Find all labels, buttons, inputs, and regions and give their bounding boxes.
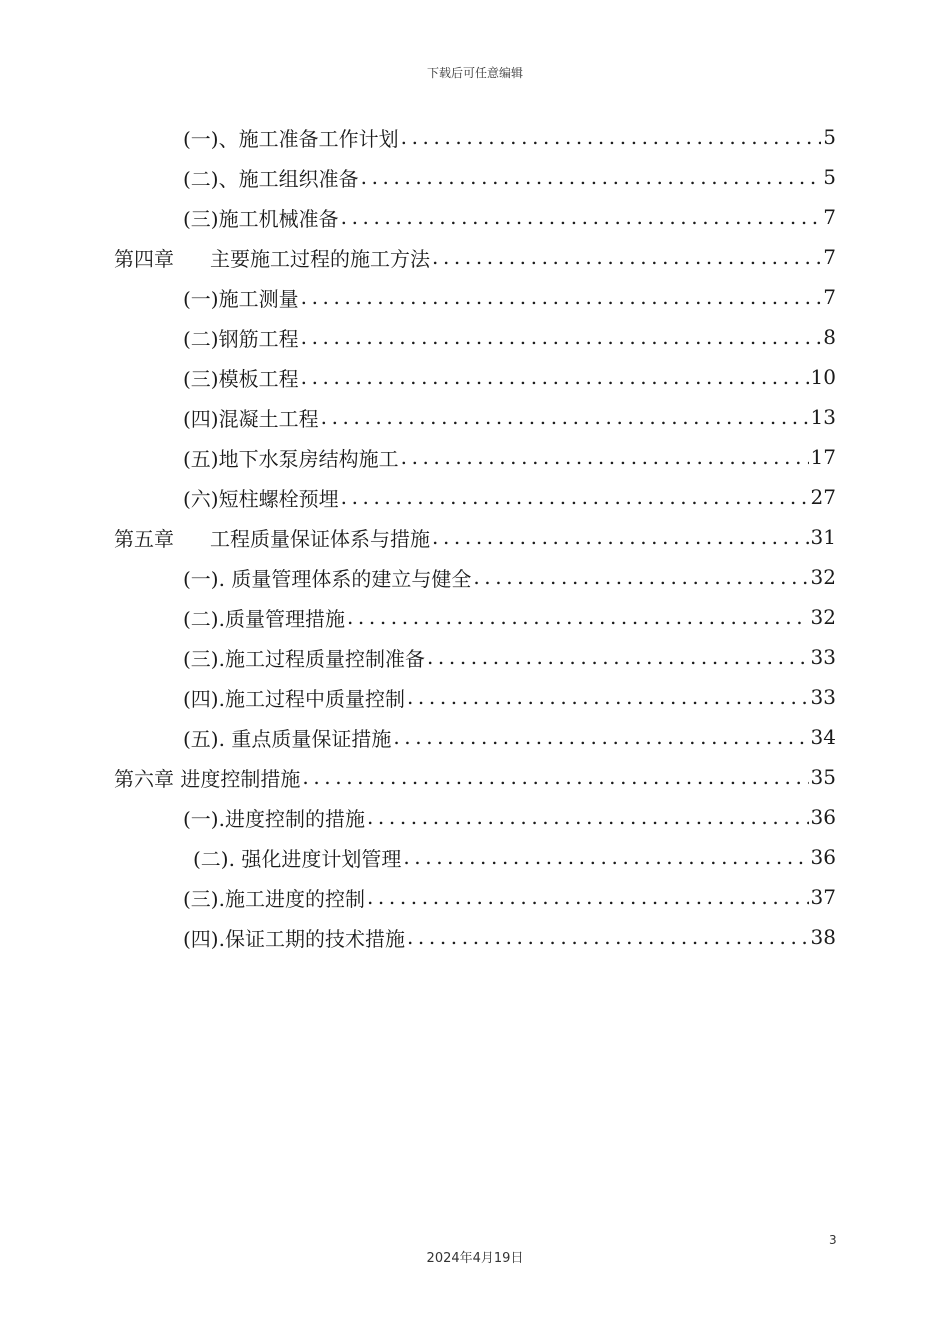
toc-entry-page: 34 (810, 725, 836, 749)
dot-leader (432, 245, 821, 269)
dot-leader (321, 405, 809, 429)
toc-chapter-text (114, 243, 430, 272)
toc-entry-page: 33 (810, 685, 836, 709)
dot-leader (301, 285, 822, 309)
chapter-title: 主要施工过程的施工方法 (210, 246, 430, 271)
toc-entry[interactable] (183, 877, 836, 917)
toc-entry-page: 31 (810, 525, 836, 549)
toc-chapter-entry[interactable] (114, 757, 836, 797)
dot-leader (361, 165, 822, 189)
toc-entry-text: (五)地下水泵房结构施工 (183, 446, 399, 471)
dot-leader (367, 885, 809, 909)
toc-entry[interactable] (193, 837, 836, 877)
toc-entry-text: (二).质量管理措施 (183, 606, 345, 631)
dot-leader (341, 205, 822, 229)
dot-leader (341, 485, 809, 509)
toc-entry[interactable] (183, 917, 836, 957)
toc-entry[interactable] (183, 397, 836, 437)
toc-entry-text: (三).施工进度的控制 (183, 886, 365, 911)
toc-entry-page: 36 (810, 845, 836, 869)
toc-entry-page: 32 (810, 605, 836, 629)
toc-entry-page: 35 (810, 765, 836, 789)
toc-entry-page: 13 (810, 405, 836, 429)
toc-entry[interactable] (183, 637, 836, 677)
dot-leader (407, 925, 809, 949)
toc-entry-page: 33 (810, 645, 836, 669)
dot-leader (432, 525, 809, 549)
toc-entry-page: 32 (810, 565, 836, 589)
toc-entry[interactable] (183, 317, 836, 357)
toc-entry-page: 7 (823, 285, 836, 309)
toc-entry-page: 5 (823, 125, 836, 149)
dot-leader (301, 325, 822, 349)
toc-entry-text: (六)短柱螺栓预埋 (183, 486, 339, 511)
toc-entry-text: (二)、施工组织准备 (183, 166, 359, 191)
toc-entry[interactable] (183, 717, 836, 757)
toc-entry[interactable] (183, 157, 836, 197)
toc-entry[interactable] (183, 197, 836, 237)
toc-entry-text: (四).保证工期的技术措施 (183, 926, 405, 951)
toc-chapter-entry[interactable] (114, 237, 836, 277)
toc-entry-page: 7 (823, 205, 836, 229)
toc-entry-page: 8 (823, 325, 836, 349)
toc-entry-text: (一)、施工准备工作计划 (183, 126, 399, 151)
toc-entry-text: (三).施工过程质量控制准备 (183, 646, 425, 671)
toc-entry-text: (二)钢筋工程 (183, 326, 299, 351)
dot-leader (401, 125, 822, 149)
dot-leader (347, 605, 809, 629)
toc-entry-page: 7 (823, 245, 836, 269)
toc-entry-text: (一). 质量管理体系的建立与健全 (183, 566, 472, 591)
toc-entry-page: 17 (810, 445, 836, 469)
toc-entry[interactable] (183, 477, 836, 517)
toc-entry[interactable] (183, 557, 836, 597)
toc-entry-text: (四)混凝土工程 (183, 406, 319, 431)
toc-entry-text: (五). 重点质量保证措施 (183, 726, 392, 751)
toc-entry[interactable] (183, 277, 836, 317)
toc-entry-page: 38 (810, 925, 836, 949)
page-header: 下载后可任意编辑 (426, 66, 523, 80)
toc-entry-page: 10 (810, 365, 836, 389)
dot-leader (302, 765, 808, 789)
toc-entry[interactable] (183, 437, 836, 477)
dot-leader (401, 445, 809, 469)
toc-entry-text: (三)施工机械准备 (183, 206, 339, 231)
toc-entry[interactable] (183, 797, 836, 837)
toc-entry-text: (二). 强化进度计划管理 (193, 846, 402, 871)
toc-chapter-text (114, 523, 430, 552)
page-footer-date: 2024年4月19日 (426, 1251, 524, 1266)
dot-leader (427, 645, 809, 669)
dot-leader (393, 725, 808, 749)
dot-leader (473, 565, 808, 589)
toc-entry-text: (三)模板工程 (183, 366, 299, 391)
toc-entry-page: 5 (823, 165, 836, 189)
toc-entry-text: (一).进度控制的措施 (183, 806, 365, 831)
page-number: 3 (829, 1233, 837, 1247)
toc-entry[interactable] (183, 597, 836, 637)
toc-entry-text: (一)施工测量 (183, 286, 299, 311)
chapter-number: 第五章 (114, 526, 174, 551)
toc-entry-page: 36 (810, 805, 836, 829)
toc-entry[interactable] (183, 677, 836, 717)
toc-entry-page: 37 (810, 885, 836, 909)
dot-leader (407, 685, 809, 709)
dot-leader (367, 805, 809, 829)
toc-entry-page: 27 (810, 485, 836, 509)
toc-chapter-text: 第六章 进度控制措施 (114, 766, 301, 791)
dot-leader (403, 845, 808, 869)
toc-entry[interactable] (183, 357, 836, 397)
dot-leader (301, 365, 809, 389)
chapter-number: 第四章 (114, 246, 174, 271)
toc-entry[interactable] (183, 117, 836, 157)
toc-entry-text: (四).施工过程中质量控制 (183, 686, 405, 711)
chapter-title: 工程质量保证体系与措施 (210, 526, 430, 551)
toc-chapter-entry[interactable] (114, 517, 836, 557)
